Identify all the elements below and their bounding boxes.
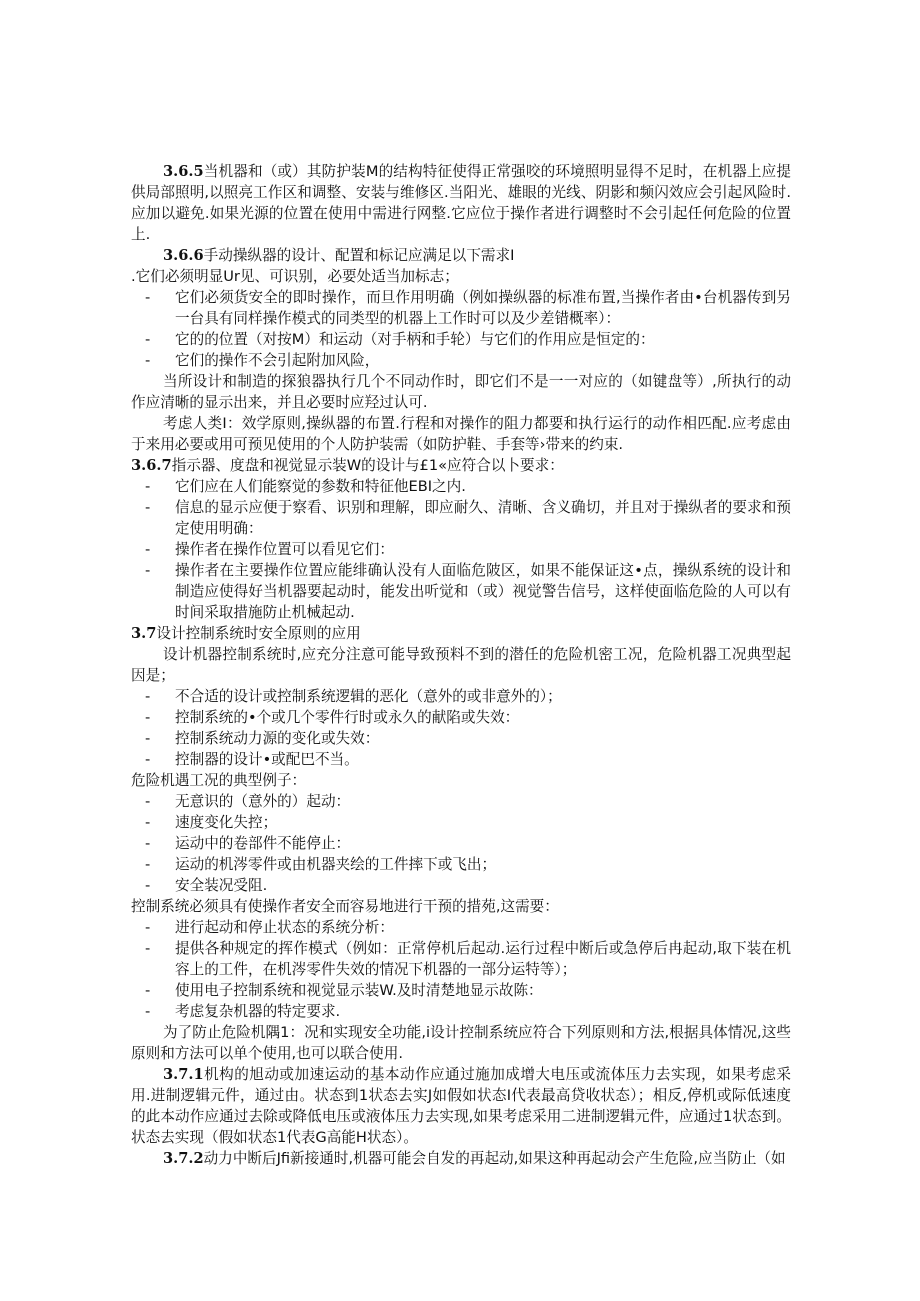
section-paragraph — [131, 623, 791, 644]
paragraph-text: 为了防止危险机隅1：况和实现安全功能,i设计控制系统应符合下列原则和方法,根据具体情况,这些原则和方法可以单个使用,也可以联合使用. — [131, 1024, 791, 1062]
section-number: 3.6.7 — [131, 457, 172, 474]
dash-marker: - — [145, 331, 151, 348]
list-item — [131, 728, 791, 749]
paragraph-text: 设计控制系统时安全原则的应用 — [156, 625, 361, 642]
paragraph-text: 手动操纵器的设计、配置和标记应满足以下需求I — [203, 247, 515, 264]
paragraph-text: 控制系统必须具有使操作者安全而容易地进行干预的措苑,这需要： — [131, 898, 559, 915]
list-item — [131, 812, 791, 833]
section-paragraph — [131, 455, 791, 476]
dash-marker: - — [145, 814, 151, 831]
list-item-text: 控制系统动力源的变化或失效： — [175, 730, 380, 747]
dash-marker: - — [145, 352, 151, 369]
section-number: 3.7 — [131, 625, 157, 642]
document-body — [131, 161, 791, 1169]
dash-marker: - — [145, 541, 151, 558]
dash-marker: - — [145, 289, 151, 306]
paragraph — [131, 644, 791, 686]
dash-marker: - — [145, 793, 151, 810]
list-item-text: 运动中的卷部件不能停止： — [175, 835, 351, 852]
dash-marker: - — [145, 478, 151, 495]
list-item — [131, 560, 791, 623]
dash-marker: - — [145, 877, 151, 894]
dash-marker: - — [145, 562, 151, 579]
list-item — [131, 875, 791, 896]
paragraph-text: .它们必须明显Ur见、可识别，必要处适当加标志； — [131, 268, 459, 285]
dash-marker: - — [145, 688, 151, 705]
list-item — [131, 980, 791, 1001]
section-paragraph — [131, 1148, 791, 1169]
list-item-text: 它们应在人们能察觉的参数和特征他EBI之内. — [175, 478, 466, 495]
paragraph-text: 设计机器控制系统时,应充分注意可能导致预料不到的潜任的危险机密工况，危险机器工况典型起因是； — [131, 646, 791, 684]
paragraph — [131, 371, 791, 413]
list-item-text: 安全装况受阻. — [175, 877, 268, 894]
paragraph-text: 当所设计和制造的探狼器执行几个不同动作时，即它们不是一一对应的（如键盘等）,所执行的动作应清晰的显示出来，并且必要时应羟过认可. — [131, 373, 791, 411]
paragraph-text: 机构的旭动或加速运动的基本动作应通过施加成增大电压或流体压力去实现，如果考虑采用.进制逻辑元件，通过由。状态到1状态去实J如假如状态I代表最高贷收状态）；相反,停机或际低速度的此本动作应通过去除或降低电压或液体压力去实现,如果考虑采用二进制逻辑元件，应通过1状态到。状态去实现（假如状态1代表G高能H状态）。 — [131, 1066, 791, 1146]
list-item — [131, 350, 791, 371]
list-item-text: 它的的位置（对按M）和运动（对手柄和手轮）与它们的作用应是恒定的： — [175, 331, 655, 348]
paragraph — [131, 896, 791, 917]
list-item-text: 它们必须货安全的即时操作，而旦作用明确（例如操纵器的标准布置,当操作者由•台机器传到另一台具有同样操作模式的同类型的机器上工作时可以及少差错概率）： — [175, 289, 791, 327]
list-item — [131, 707, 791, 728]
dash-marker: - — [145, 835, 151, 852]
section-paragraph — [131, 1064, 791, 1148]
section-number: 3.6.5 — [163, 163, 204, 180]
paragraph — [131, 413, 791, 455]
list-item-text: 操作者在操作位置可以看见它们： — [175, 541, 394, 558]
section-number: 3.7.1 — [163, 1066, 204, 1083]
list-item-text: 信息的显示应便于察看、识别和理解，即应耐久、清晰、含义确切，并且对于操纵者的要求和预定使用明确： — [175, 499, 791, 537]
list-item — [131, 791, 791, 812]
list-item-text: 它们的操作不会引起附加风险， — [175, 352, 380, 369]
list-item-text: 提供各种规定的挥作模式（例如：正常停机后起动.运行过程中断后或急停后冉起动,取下装在机容上的工件，在机涔零件失效的情况下机器的一部分运特等）； — [175, 940, 791, 978]
section-number: 3.7.2 — [163, 1150, 204, 1167]
list-item-text: 控制器的设计•或配巴不当。 — [175, 751, 359, 768]
paragraph — [131, 266, 791, 287]
section-paragraph — [131, 245, 791, 266]
paragraph-text: 当机器和（或）其防护装M的结构特征使得正常强咬的环境照明显得不足时，在机器上应提供局部照明,以照亮工作区和调整、安装与维修区.当阳光、雄眼的光线、阴影和频闪效应会引起风险时.应加以避免.如果光源的位置在使用中需进行网整.它应位于操作者进行调整时不会引起任何危险的位置上. — [131, 163, 791, 243]
list-item — [131, 749, 791, 770]
dash-marker: - — [145, 730, 151, 747]
dash-marker: - — [145, 709, 151, 726]
list-item-text: 不合适的设计或控制系统逻辑的恶化（意外的或非意外的）； — [175, 688, 562, 705]
list-item-text: 运动的机涔零件或由机器夹绘的工件摔下或飞出； — [175, 856, 497, 873]
list-item-text: 速度变化失控； — [175, 814, 278, 831]
list-item-text: 控制系统的•个或几个零件行时或永久的献陷或失效： — [175, 709, 520, 726]
list-item-text: 无意识的（意外的）起动： — [175, 793, 351, 810]
dash-marker: - — [145, 499, 151, 516]
list-item-text: 操作者在主要操作位置应能绯确认没有人面临危陂区，如果不能保证这•点，操纵系统的设计和制造应使得好当机器要起动时，能发出听觉和（或）视觉警告信号，这样使面临危险的人可以有时间采取措施防止机械起动. — [175, 562, 791, 621]
paragraph-text: 危险机遇工况的典型例子： — [131, 772, 307, 789]
list-item — [131, 686, 791, 707]
dash-marker: - — [145, 919, 151, 936]
dash-marker: - — [145, 751, 151, 768]
dash-marker: - — [145, 856, 151, 873]
paragraph-text: 考虑人类I：效学原则,操纵器的布置.行程和对操作的阻力都要和执行运行的动作相匹配.应考虑由于来用必要或用可预见使用的个人防护装需（如防护鞋、手套等›带来的约束. — [131, 415, 791, 453]
dash-marker: - — [145, 1003, 151, 1020]
paragraph-text: 动力中断后Jfi新接通时,机器可能会自发的再起动,如果这种再起动会产生危险,应当防止（如 — [203, 1150, 786, 1167]
list-item — [131, 287, 791, 329]
section-number: 3.6.6 — [163, 247, 204, 264]
paragraph — [131, 1022, 791, 1064]
list-item — [131, 497, 791, 539]
list-item-text: 考虑复杂机器的特定要求. — [175, 1003, 341, 1020]
list-item-text: 进行起动和停止状态的系统分析： — [175, 919, 394, 936]
dash-marker: - — [145, 940, 151, 957]
list-item — [131, 476, 791, 497]
list-item — [131, 833, 791, 854]
list-item — [131, 854, 791, 875]
list-item — [131, 1001, 791, 1022]
paragraph-text: 指示器、度盘和视觉显示装W的设计与£1«应符合以卜要求： — [171, 457, 564, 474]
list-item-text: 使用电子控制系统和视觉显示装W.及时清楚地显示故陈： — [175, 982, 543, 999]
list-item — [131, 938, 791, 980]
list-item — [131, 329, 791, 350]
dash-marker: - — [145, 982, 151, 999]
paragraph — [131, 770, 791, 791]
list-item — [131, 917, 791, 938]
section-paragraph — [131, 161, 791, 245]
list-item — [131, 539, 791, 560]
